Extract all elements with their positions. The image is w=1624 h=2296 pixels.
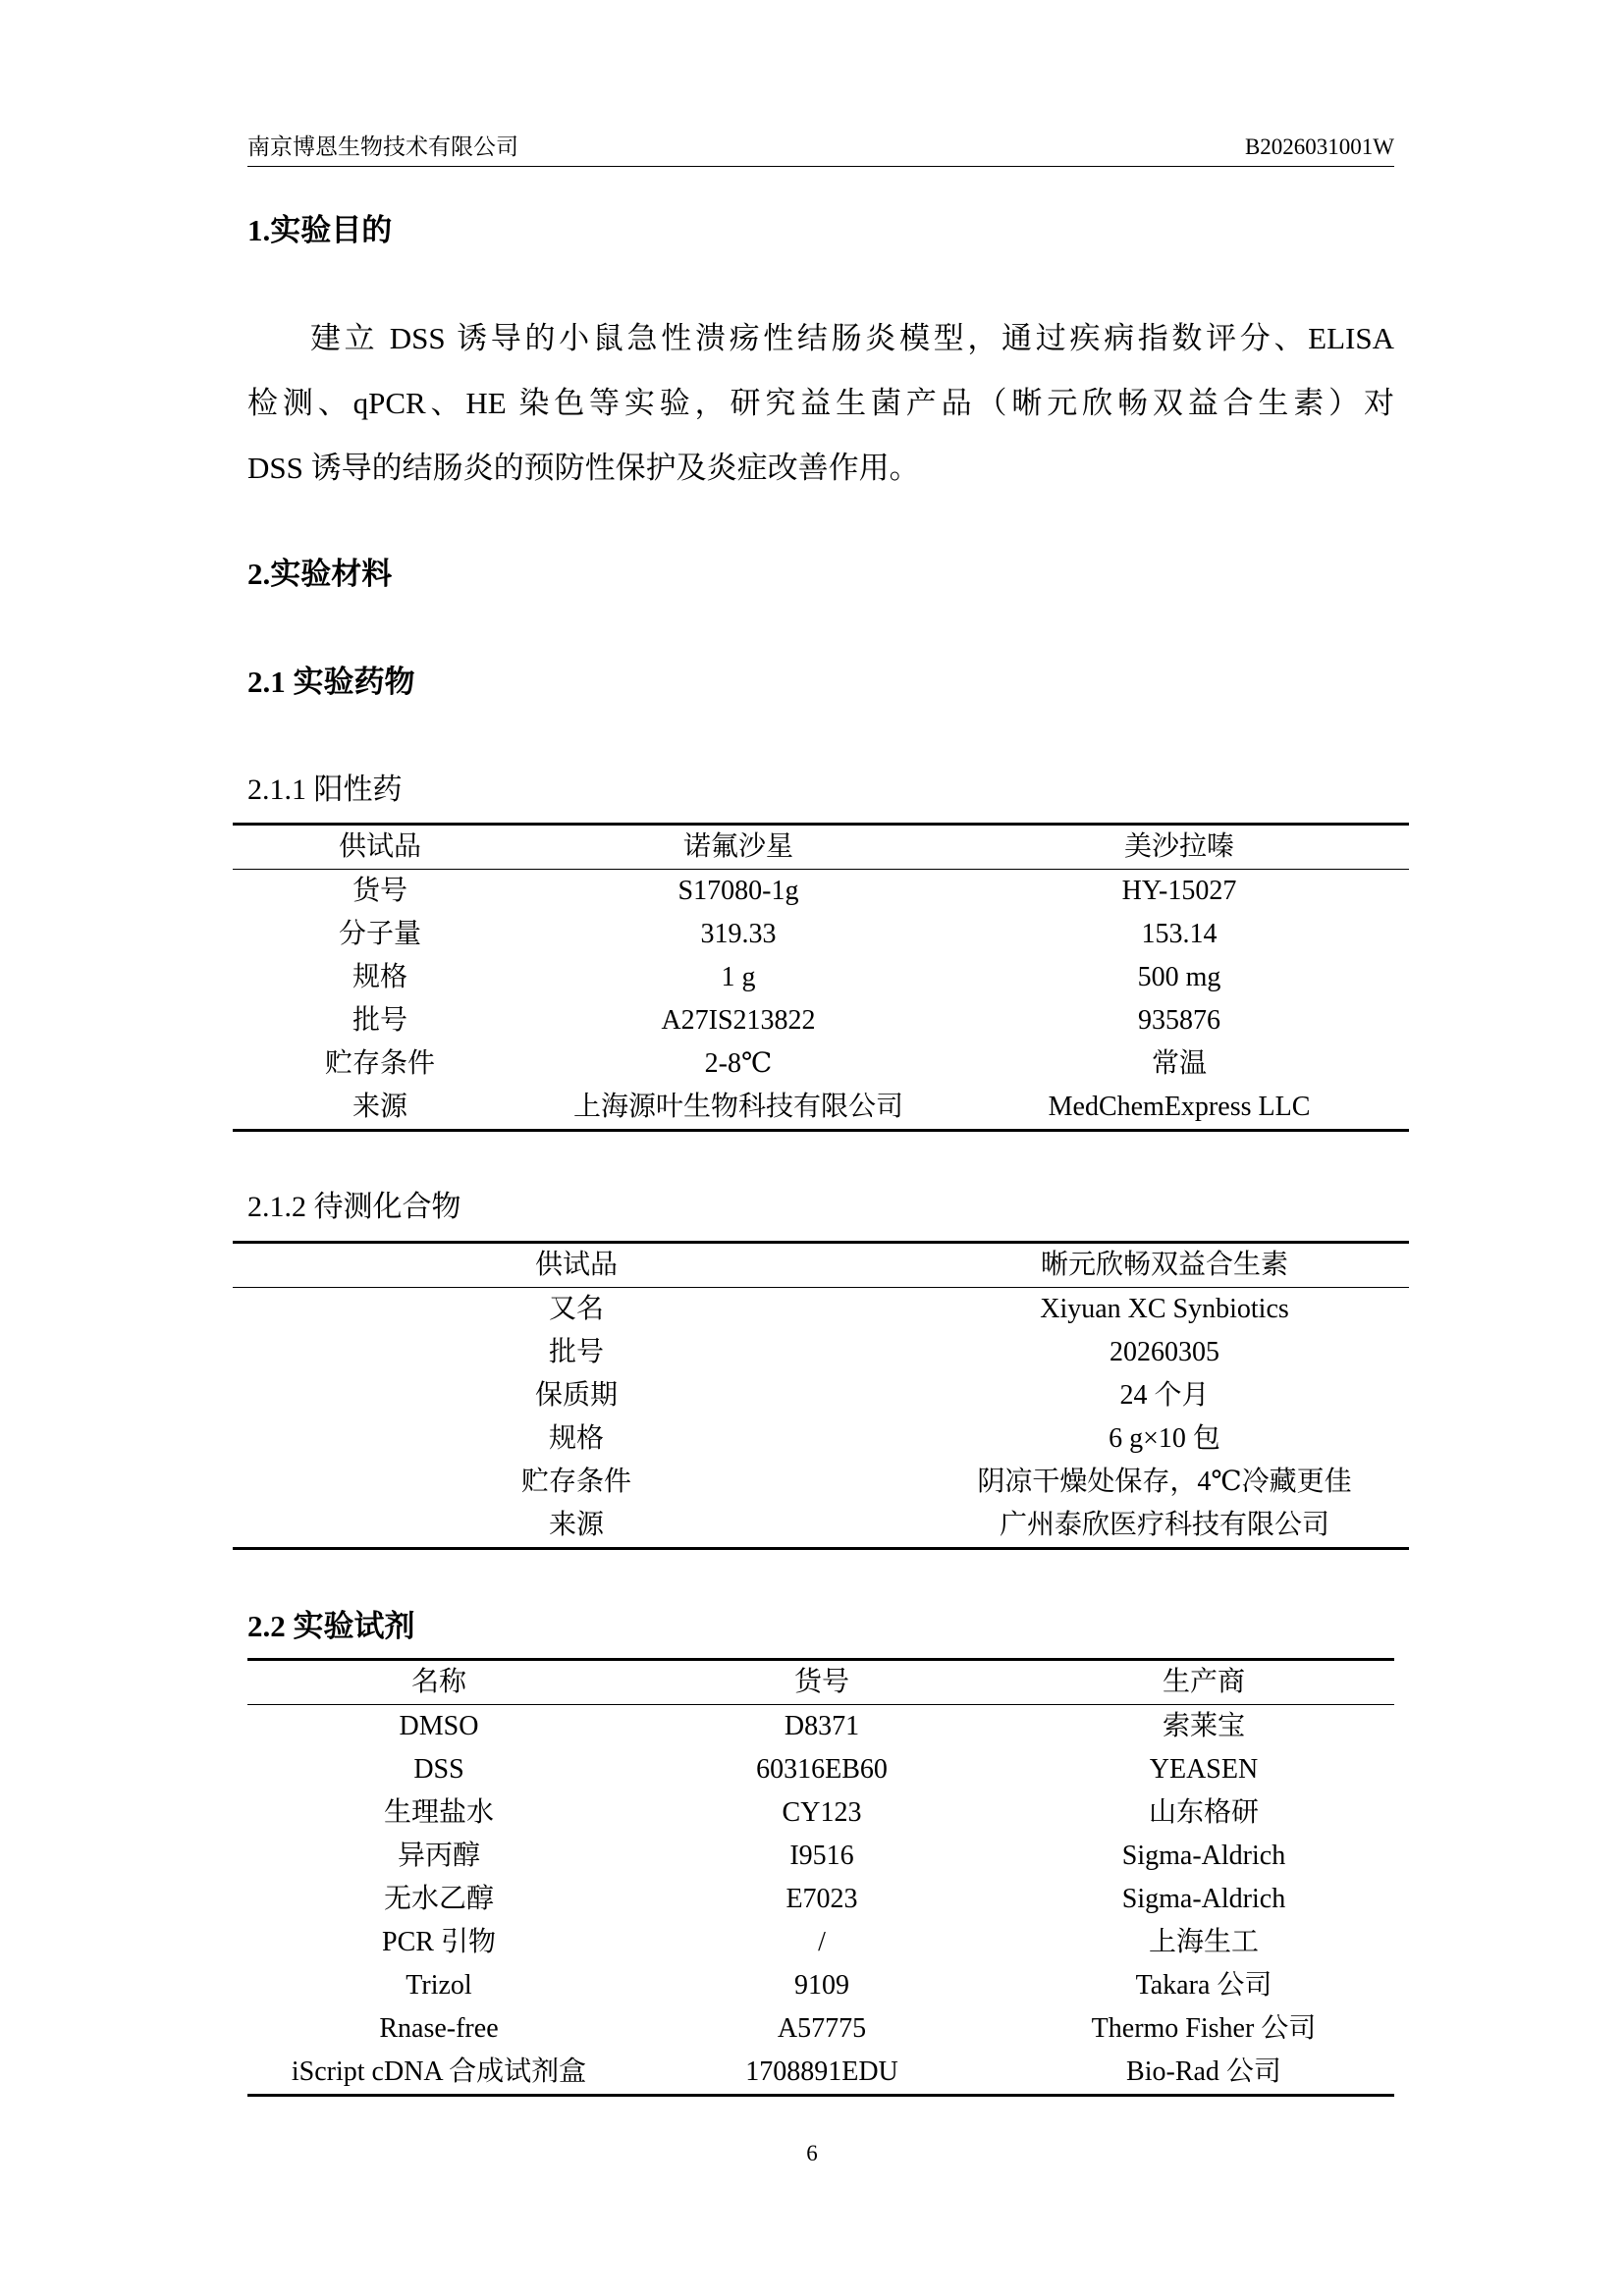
table-row <box>233 1461 1409 1504</box>
table-cell: 规格 <box>352 962 407 992</box>
table-cell: PCR 引物 <box>382 1927 496 1957</box>
table-cell: DMSO <box>399 1711 479 1741</box>
table-row <box>247 1705 1394 1749</box>
paragraph-line: 建立 DSS 诱导的小鼠急性溃疡性结肠炎模型，通过疾病指数评分、ELISA <box>310 321 1394 355</box>
header-doc-id: B2026031001W <box>1244 134 1394 159</box>
table-header-cell: 供试品 <box>233 1243 920 1288</box>
table-cell: S17080-1g <box>677 876 799 906</box>
positive-drug-table <box>233 823 1409 1132</box>
table-cell: HY-15027 <box>1121 876 1237 906</box>
table-cell: 批号 <box>352 1005 407 1036</box>
table-cell: Thermo Fisher 公司 <box>1091 2013 1317 2044</box>
table-row <box>233 913 1409 956</box>
table-cell: Rnase-free <box>379 2013 499 2044</box>
table-cell: YEASEN <box>1149 1754 1259 1785</box>
table-row <box>233 1086 1409 1131</box>
section-2-1-1-title: 2.1.1 阳性药 <box>247 774 403 806</box>
table-cell: MedChemExpress LLC <box>1048 1092 1311 1122</box>
table-header-cell: 货号 <box>630 1660 1013 1705</box>
table-row <box>233 999 1409 1042</box>
table-row <box>247 1878 1394 1921</box>
table-header-row <box>233 825 1409 870</box>
table-header-row <box>233 1243 1409 1288</box>
header-company: 南京博恩生物技术有限公司 <box>247 134 518 159</box>
table-cell: 索莱宝 <box>1162 1711 1245 1741</box>
table-cell: 无水乙醇 <box>383 1884 494 1914</box>
table-row <box>247 1835 1394 1878</box>
table-cell: 常温 <box>1151 1048 1207 1079</box>
table-cell: 500 mg <box>1137 962 1221 992</box>
table-cell: CY123 <box>782 1797 862 1828</box>
table-row <box>233 1504 1409 1549</box>
table-cell: 6 g×10 包 <box>1109 1423 1220 1454</box>
table-cell: 分子量 <box>338 919 421 949</box>
table-header-cell: 晰元欣畅双益合生素 <box>920 1243 1409 1288</box>
table-cell: Bio-Rad 公司 <box>1126 2056 1281 2087</box>
table-row <box>247 1964 1394 2007</box>
table-cell: 保质期 <box>534 1380 618 1411</box>
table-cell: 来源 <box>548 1510 604 1540</box>
table-header-cell: 生产商 <box>1013 1660 1394 1705</box>
table-cell: iScript cDNA 合成试剂盒 <box>291 2056 587 2087</box>
table-row <box>247 2007 1394 2051</box>
table-row <box>233 870 1409 914</box>
paragraph-line: DSS 诱导的结肠炎的预防性保护及炎症改善作用。 <box>247 451 920 485</box>
table-cell: 阴凉干燥处保存，4℃冷藏更佳 <box>977 1467 1352 1497</box>
table-cell: 广州泰欣医疗科技有限公司 <box>999 1510 1329 1540</box>
reagent-table <box>247 1658 1394 2097</box>
table-cell: 319.33 <box>700 919 777 949</box>
table-row <box>233 1417 1409 1461</box>
table-row <box>233 1288 1409 1332</box>
table-cell: Sigma-Aldrich <box>1121 1884 1286 1914</box>
header-rule <box>247 166 1394 167</box>
table-cell: 来源 <box>352 1092 407 1122</box>
table-header-row <box>247 1660 1394 1705</box>
table-cell: 批号 <box>548 1337 604 1367</box>
table-cell: 2-8℃ <box>704 1048 773 1079</box>
table-cell: DSS <box>413 1754 464 1785</box>
table-cell: Sigma-Aldrich <box>1121 1841 1286 1871</box>
table-cell: E7023 <box>785 1884 858 1914</box>
table-cell: I9516 <box>789 1841 854 1871</box>
table-cell: / <box>818 1927 826 1957</box>
table-cell: A57775 <box>777 2013 867 2044</box>
table-row <box>233 1042 1409 1086</box>
table-cell: A27IS213822 <box>661 1005 816 1036</box>
table-cell: 贮存条件 <box>324 1048 435 1079</box>
table-cell: 24 个月 <box>1119 1380 1210 1411</box>
table-cell: 935876 <box>1138 1005 1220 1036</box>
table-header-cell: 名称 <box>247 1660 630 1705</box>
table-cell: 1 g <box>721 962 756 992</box>
table-cell: 20260305 <box>1110 1337 1219 1367</box>
table-cell: 规格 <box>548 1423 604 1454</box>
table-cell: 山东格研 <box>1148 1797 1259 1828</box>
table-cell: 60316EB60 <box>756 1754 888 1785</box>
table-cell: Xiyuan XC Synbiotics <box>1040 1294 1289 1324</box>
table-header-cell: 供试品 <box>233 825 527 870</box>
section-2-1-title: 2.1 实验药物 <box>247 665 415 699</box>
table-header-cell: 美沙拉嗪 <box>949 825 1409 870</box>
table-row <box>247 2051 1394 2096</box>
table-row <box>247 1748 1394 1791</box>
section-2-2-title: 2.2 实验试剂 <box>247 1609 415 1643</box>
table-cell: 生理盐水 <box>383 1797 494 1828</box>
table-row <box>233 956 1409 999</box>
section-1-title: 1.实验目的 <box>247 213 393 247</box>
section-2-1-2-title: 2.1.2 待测化合物 <box>247 1191 461 1223</box>
table-cell: D8371 <box>784 1711 860 1741</box>
table-row <box>233 1331 1409 1374</box>
table-cell: Takara 公司 <box>1135 1970 1272 2001</box>
paragraph-line: 检测、qPCR、HE 染色等实验，研究益生菌产品（晰元欣畅双益合生素）对 <box>247 386 1394 420</box>
table-row <box>247 1791 1394 1835</box>
page-number: 6 <box>806 2141 818 2165</box>
table-header-cell: 诺氟沙星 <box>527 825 949 870</box>
table-row <box>247 1921 1394 1964</box>
table-cell: 1708891EDU <box>745 2056 898 2087</box>
table-cell: 9109 <box>794 1970 849 2001</box>
table-cell: 上海生工 <box>1148 1927 1259 1957</box>
table-cell: 又名 <box>548 1294 604 1324</box>
table-cell: 异丙醇 <box>397 1841 480 1871</box>
table-cell: 上海源叶生物科技有限公司 <box>572 1092 903 1122</box>
table-row <box>233 1374 1409 1417</box>
table-cell: Trizol <box>406 1970 472 2001</box>
table-cell: 153.14 <box>1141 919 1218 949</box>
test-compound-table <box>233 1241 1409 1550</box>
section-1-paragraph <box>247 306 1394 501</box>
section-2-title: 2.实验材料 <box>247 557 393 591</box>
table-cell: 货号 <box>352 876 407 906</box>
table-cell: 贮存条件 <box>520 1467 631 1497</box>
